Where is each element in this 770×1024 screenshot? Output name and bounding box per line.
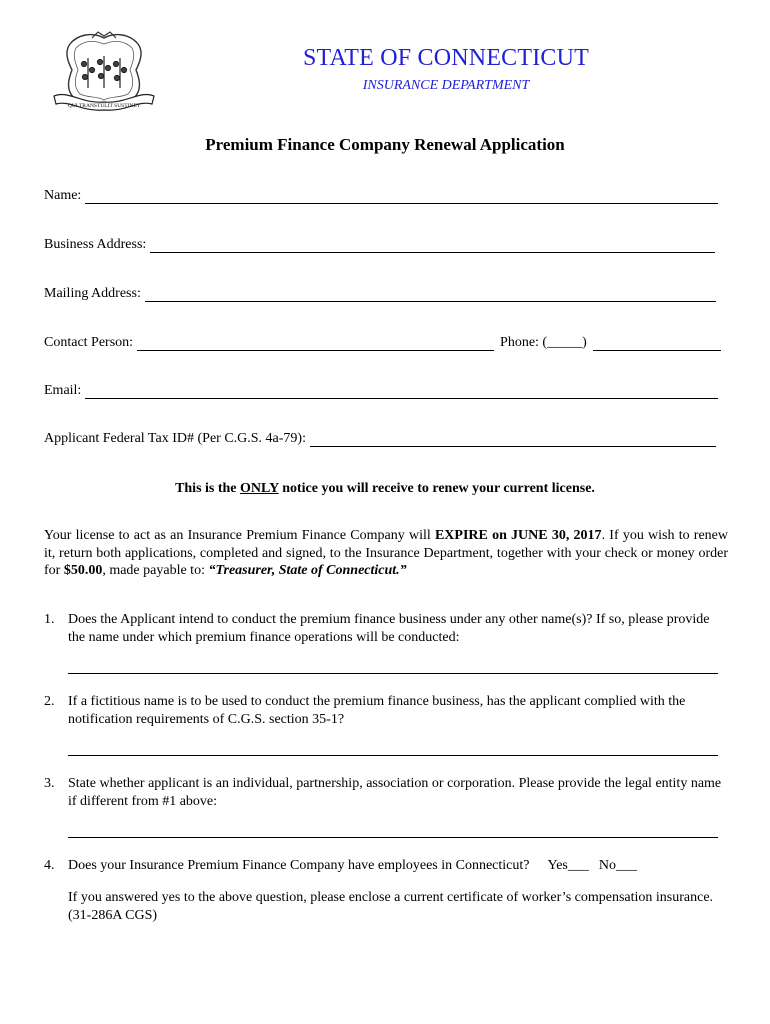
para-text-2: . If you wish to renew it, return both applications, completed and signed, to the Insurance Department, together with your check or money order for	[44, 528, 728, 578]
question-3-number: 3.	[44, 776, 55, 791]
question-4-followup: If you answered yes to the above question, please enclose a current certificate of worker’s compensation insurance. (31-286A CGS)	[68, 890, 714, 923]
email-label: Email:	[44, 383, 82, 398]
document-title: Premium Finance Company Renewal Application	[205, 135, 565, 154]
payee-name: “Treasurer, State of Connecticut.”	[208, 563, 407, 578]
question-1	[44, 611, 734, 647]
state-title: STATE OF CONNECTICUT	[302, 45, 590, 71]
renewal-notice	[0, 481, 770, 497]
email-field	[44, 383, 718, 399]
question-1-answer-line[interactable]	[68, 673, 718, 674]
business-address-label: Business Address:	[44, 237, 147, 252]
instructions-paragraph	[44, 527, 728, 580]
para-text-3: , made payable to:	[102, 563, 209, 578]
department-subtitle: INSURANCE DEPARTMENT	[362, 78, 530, 93]
name-label: Name:	[44, 188, 82, 203]
mailing-address-label: Mailing Address:	[44, 286, 141, 301]
question-4-text: Does your Insurance Premium Finance Company have employees in Connecticut?	[68, 858, 530, 873]
question-4	[44, 857, 734, 875]
name-field	[44, 188, 718, 204]
business-address-field	[44, 237, 715, 253]
question-2-text: If a fictitious name is to be used to conduct the premium finance business, has the applicant complied with the notification requirements of C.G.S. section 35-1?	[68, 694, 686, 727]
notice-text-before: This is the	[175, 481, 241, 496]
notice-emphasis: ONLY	[240, 481, 279, 496]
business-address-input-line[interactable]	[150, 238, 715, 253]
tax-id-field	[44, 431, 716, 447]
seal-motto-text: QUI TRANSTULIT SUSTINET	[67, 103, 141, 109]
tax-id-label: Applicant Federal Tax ID# (Per C.G.S. 4a-79):	[44, 431, 306, 446]
fee-amount: $50.00	[63, 563, 103, 578]
phone-input-line[interactable]	[593, 336, 721, 351]
contact-person-input-line[interactable]	[137, 336, 494, 351]
question-1-text: Does the Applicant intend to conduct the premium finance business under any other name(s)? If so, please provide the name under which premium finance operations will be conducted:	[68, 612, 710, 645]
question-2-answer-line[interactable]	[68, 755, 718, 756]
contact-person-label: Contact Person:	[44, 335, 134, 350]
tax-id-input-line[interactable]	[310, 432, 716, 447]
question-2-number: 2.	[44, 694, 55, 709]
question-1-number: 1.	[44, 612, 55, 627]
question-3-text: State whether applicant is an individual, partnership, association or corporation. Please provide the legal entity name if different from #1 above:	[68, 776, 722, 809]
para-text-1: Your license to act as an Insurance Premium Finance Company will	[44, 528, 435, 543]
question-4-yes-option[interactable]: Yes___	[547, 858, 589, 873]
phone-label: Phone: (_____)	[500, 335, 587, 350]
mailing-address-input-line[interactable]	[145, 287, 716, 302]
contact-person-field	[44, 335, 721, 351]
question-2	[44, 693, 734, 729]
question-3	[44, 775, 734, 811]
question-4-no-option[interactable]: No___	[598, 858, 637, 873]
question-4-number: 4.	[44, 858, 55, 873]
question-4-text-wrap	[68, 857, 637, 875]
expiration-date: EXPIRE on JUNE 30, 2017	[434, 528, 602, 543]
name-input-line[interactable]	[85, 189, 718, 204]
mailing-address-field	[44, 286, 716, 302]
question-3-answer-line[interactable]	[68, 837, 718, 838]
state-seal-logo	[48, 30, 160, 116]
email-input-line[interactable]	[85, 384, 718, 399]
notice-text-after: notice you will receive to renew your current license.	[278, 481, 595, 496]
